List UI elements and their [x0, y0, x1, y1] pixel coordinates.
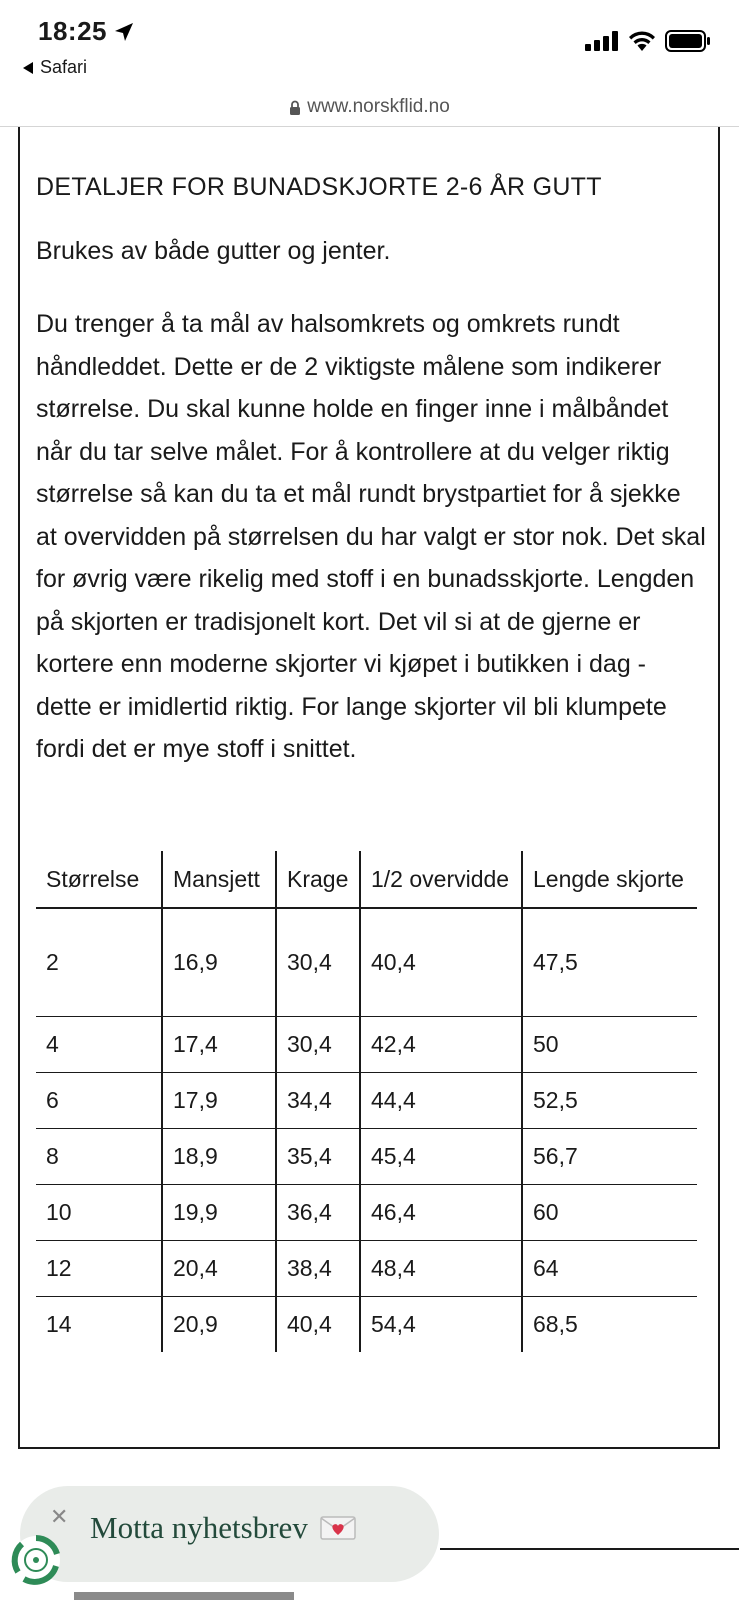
- table-cell: 6: [36, 1072, 162, 1128]
- details-intro: Brukes av både gutter og jenter.: [36, 237, 391, 265]
- details-body: Du trenger å ta mål av halsomkrets og omkrets rundt håndleddet. Dette er de 2 viktigste målene som indikerer størrelse. Du skal kunne holde en finger inne i målbåndet når du tar selve målet. For å kontrollere at du velger riktig størrelse så kan du ta et mål rundt brystpartiet for å sjekke at overvidden på størrelsen du har valgt er stor nok. Det skal for øvrig være rikelig med stoff i en bunadsskjorte. Lengden på skjorten er tradisjonelt kort. Det vil si at de gjerne er kortere enn moderne skjorter vi kjøpet i butikken i dag - dette er imidlertid riktig. For lange skjorter vil bli klumpete fordi det er mye stoff i snittet.: [36, 310, 706, 763]
- status-bar: [0, 0, 739, 88]
- table-cell: 64: [522, 1240, 697, 1296]
- table-cell: 47,5: [522, 908, 697, 1016]
- table-cell: 30,4: [276, 908, 360, 1016]
- table-cell: 45,4: [360, 1128, 522, 1184]
- table-cell: 18,9: [162, 1128, 276, 1184]
- table-row: [36, 1128, 697, 1184]
- url-text: www.norskflid.no: [307, 96, 450, 117]
- table-cell: 2: [46, 948, 59, 975]
- table-cell: 17,9: [162, 1072, 276, 1128]
- lock-icon: [289, 100, 301, 115]
- table-cell: 60: [522, 1184, 697, 1240]
- table-row: [36, 1240, 697, 1296]
- header-krage: Krage: [276, 851, 360, 908]
- table-cell: 68,5: [522, 1296, 697, 1352]
- envelope-heart-icon: [320, 1516, 356, 1540]
- back-to-app-link[interactable]: [22, 57, 87, 78]
- table-row: [36, 1072, 697, 1128]
- table-cell: 36,4: [276, 1184, 360, 1240]
- table-cell: 35,4: [276, 1128, 360, 1184]
- size-table-header-row: [36, 851, 697, 908]
- table-cell: 54,4: [360, 1296, 522, 1352]
- table-cell: 30,4: [276, 1016, 360, 1072]
- table-cell: 42,4: [360, 1016, 522, 1072]
- details-heading: DETALJER FOR BUNADSKJORTE 2-6 ÅR GUTT: [36, 173, 602, 201]
- table-cell: 19,9: [162, 1184, 276, 1240]
- table-cell: 44,4: [360, 1072, 522, 1128]
- footer-divider: [440, 1548, 739, 1550]
- table-cell: 16,9: [162, 908, 276, 1016]
- table-cell: 20,4: [162, 1240, 276, 1296]
- table-cell: 17,4: [162, 1016, 276, 1072]
- product-details-box: [18, 127, 720, 1449]
- header-storrelse: Størrelse: [36, 851, 162, 908]
- table-cell: 40,4: [276, 1296, 360, 1352]
- status-icons: [585, 30, 711, 52]
- url-bar[interactable]: [0, 88, 739, 126]
- newsletter-signup-button[interactable]: [20, 1486, 439, 1582]
- table-cell: 50: [522, 1016, 697, 1072]
- header-overvidde: 1/2 overvidde: [360, 851, 522, 908]
- cellular-signal-icon: [585, 31, 619, 51]
- table-cell: 4: [36, 1016, 162, 1072]
- back-app-label: Safari: [40, 57, 88, 77]
- table-cell: 56,7: [522, 1128, 697, 1184]
- size-table: [36, 851, 697, 1352]
- table-cell: 38,4: [276, 1240, 360, 1296]
- back-triangle-icon: [22, 61, 34, 75]
- battery-icon: [665, 30, 711, 52]
- table-cell: 10: [36, 1184, 162, 1240]
- time-label: 18:25: [38, 16, 107, 46]
- status-time: [38, 16, 135, 47]
- close-icon[interactable]: ✕: [50, 1504, 69, 1529]
- recycle-badge-icon: [10, 1534, 62, 1586]
- table-cell: 12: [36, 1240, 162, 1296]
- table-cell: 8: [36, 1128, 162, 1184]
- table-row: [36, 1184, 697, 1240]
- table-cell: 52,5: [522, 1072, 697, 1128]
- table-cell: 34,4: [276, 1072, 360, 1128]
- table-cell: 40,4: [360, 908, 522, 1016]
- bottom-bar: [74, 1592, 294, 1600]
- table-row: [36, 1296, 697, 1352]
- newsletter-label-group: [90, 1510, 356, 1546]
- table-cell: 20,9: [162, 1296, 276, 1352]
- header-mansjett: Mansjett: [162, 851, 276, 908]
- table-row: [36, 908, 697, 1016]
- table-cell: 46,4: [360, 1184, 522, 1240]
- table-cell: 14: [36, 1296, 162, 1352]
- wifi-icon: [628, 31, 656, 51]
- location-arrow-icon: [113, 21, 135, 43]
- table-row: [36, 1016, 697, 1072]
- table-cell: 48,4: [360, 1240, 522, 1296]
- header-lengde: Lengde skjorte: [522, 851, 697, 908]
- newsletter-label: Motta nyhetsbrev: [90, 1510, 308, 1545]
